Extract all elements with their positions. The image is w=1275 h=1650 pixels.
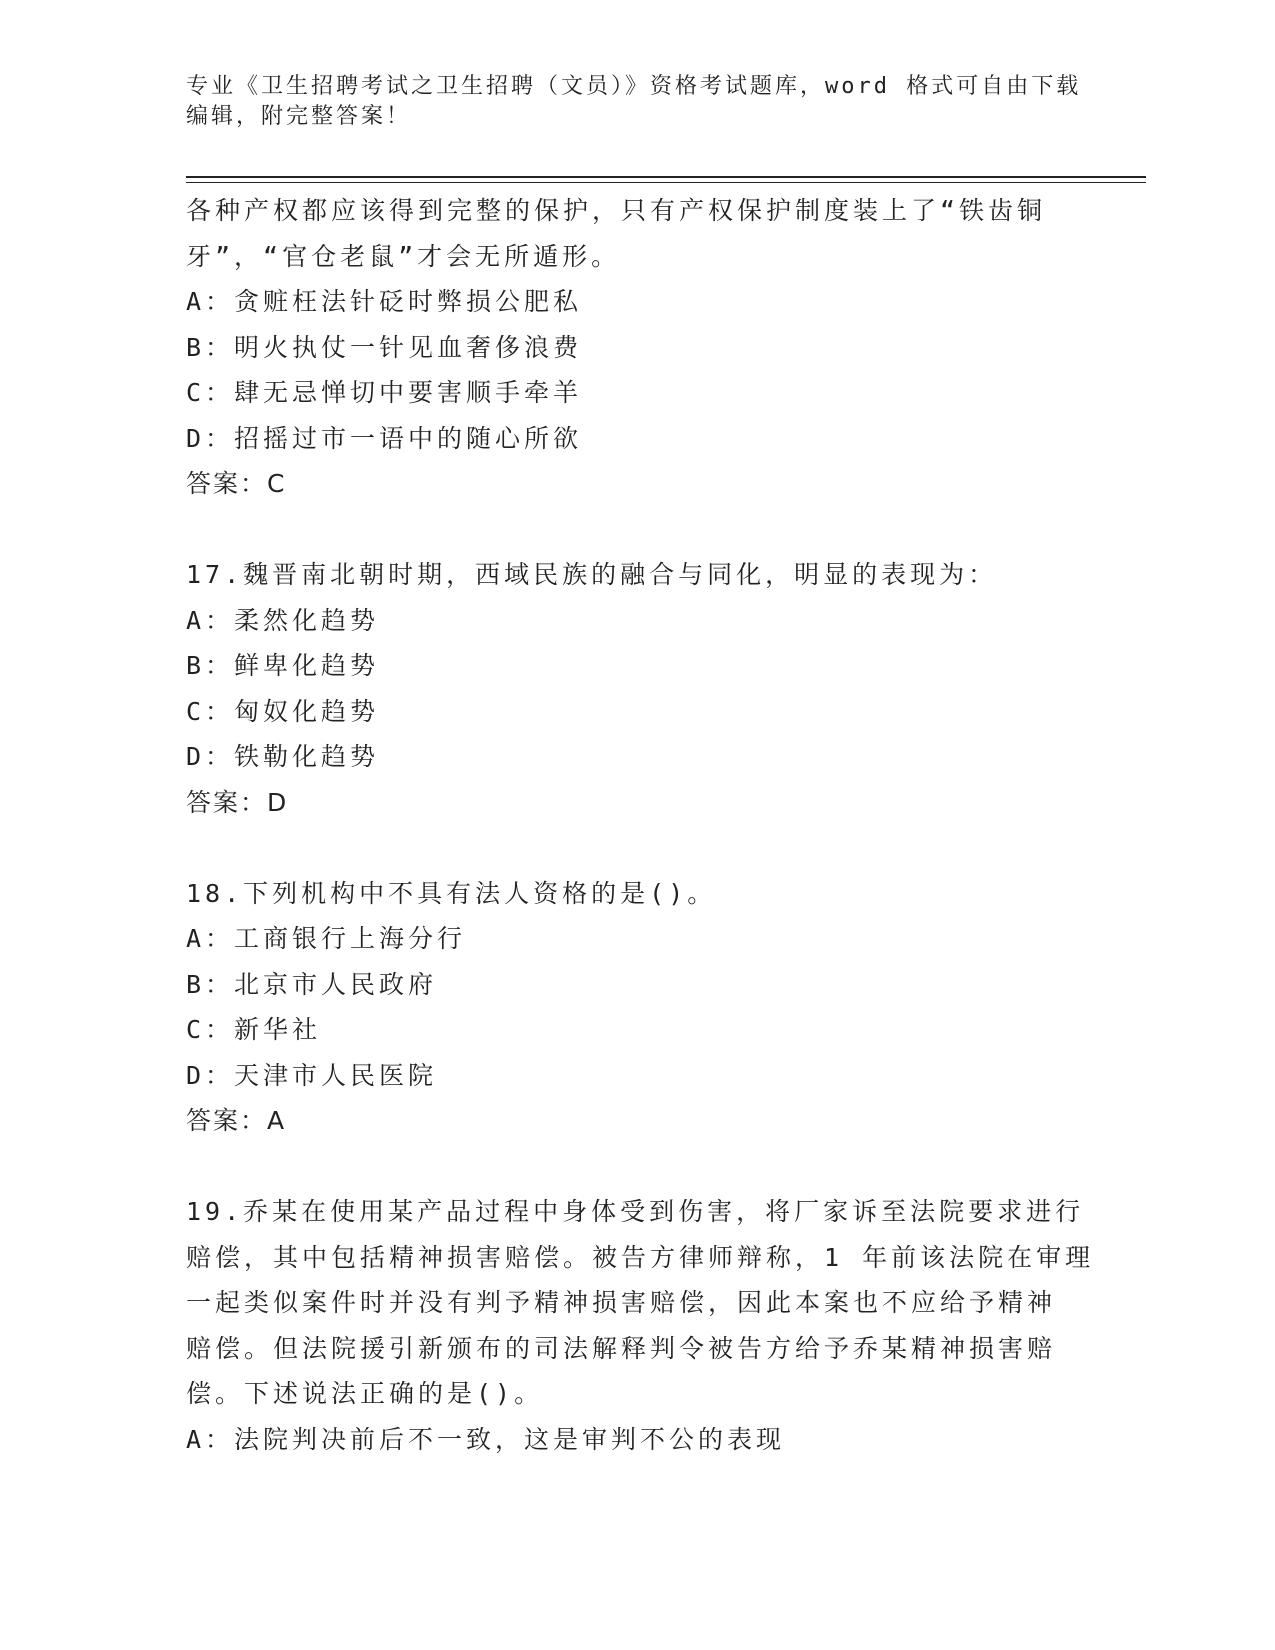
option-b: B：北京市人民政府: [186, 969, 438, 999]
question-19: [186, 1189, 1095, 1462]
answer-line: 答案：D: [186, 787, 289, 817]
document-header: [186, 72, 1086, 132]
header-divider-thick: [186, 176, 1146, 178]
question-18: [186, 871, 1086, 1144]
header-line-2: 编辑，附完整答案！: [186, 104, 412, 129]
question-16: [186, 188, 1086, 507]
spacer: [186, 507, 1086, 553]
option-d: D：铁勒化趋势: [186, 742, 380, 771]
question-stem-line: 18.下列机构中不具有法人资格的是()。: [186, 878, 717, 908]
answer-line: 答案：C: [186, 469, 287, 498]
option-b: B：明火执仗一针见血奢侈浪费: [186, 332, 583, 362]
question-stem-line: 各种产权都应该得到完整的保护，只有产权保护制度装上了“铁齿铜: [186, 196, 1047, 225]
question-stem-line: 赔偿。但法院援引新颁布的司法解释判令被告方给予乔某精神损害赔: [186, 1333, 1057, 1363]
question-stem-line: 赔偿，其中包括精神损害赔偿。被告方律师辩称，1 年前该法院在审理: [186, 1242, 1095, 1272]
option-b: B：鲜卑化趋势: [186, 651, 380, 680]
option-c: C：新华社: [186, 1015, 322, 1044]
question-stem-line: 牙”，“官仓老鼠”才会无所遁形。: [186, 241, 621, 271]
option-d: D：天津市人民医院: [186, 1060, 438, 1090]
question-17: [186, 552, 1086, 825]
question-stem-line: 19.乔某在使用某产品过程中身体受到伤害，将厂家诉至法院要求进行: [186, 1197, 1085, 1226]
header-divider-thin: [186, 182, 1146, 183]
answer-line: 答案：A: [186, 1106, 287, 1135]
header-line-1: 专业《卫生招聘考试之卫生招聘（文员）》资格考试题库，word 格式可自由下载: [186, 74, 1082, 99]
question-list: [186, 188, 1095, 1462]
option-a: A：柔然化趋势: [186, 605, 380, 635]
option-a: A：工商银行上海分行: [186, 924, 467, 953]
spacer: [186, 1144, 1086, 1190]
question-stem-line: 17.魏晋南北朝时期，西域民族的融合与同化，明显的表现为：: [186, 560, 998, 589]
option-a: A：贪赃枉法针砭时弊损公肥私: [186, 287, 583, 316]
option-c: C：肆无忌惮切中要害顺手牵羊: [186, 378, 583, 407]
spacer: [186, 825, 1086, 871]
option-a: A：法院判决前后不一致，这是审判不公的表现: [186, 1424, 786, 1454]
option-c: C：匈奴化趋势: [186, 696, 380, 726]
option-d: D：招摇过市一语中的随心所欲: [186, 423, 583, 453]
question-stem-line: 一起类似案件时并没有判予精神损害赔偿，因此本案也不应给予精神: [186, 1288, 1057, 1317]
question-stem-line: 偿。下述说法正确的是()。: [186, 1379, 544, 1408]
